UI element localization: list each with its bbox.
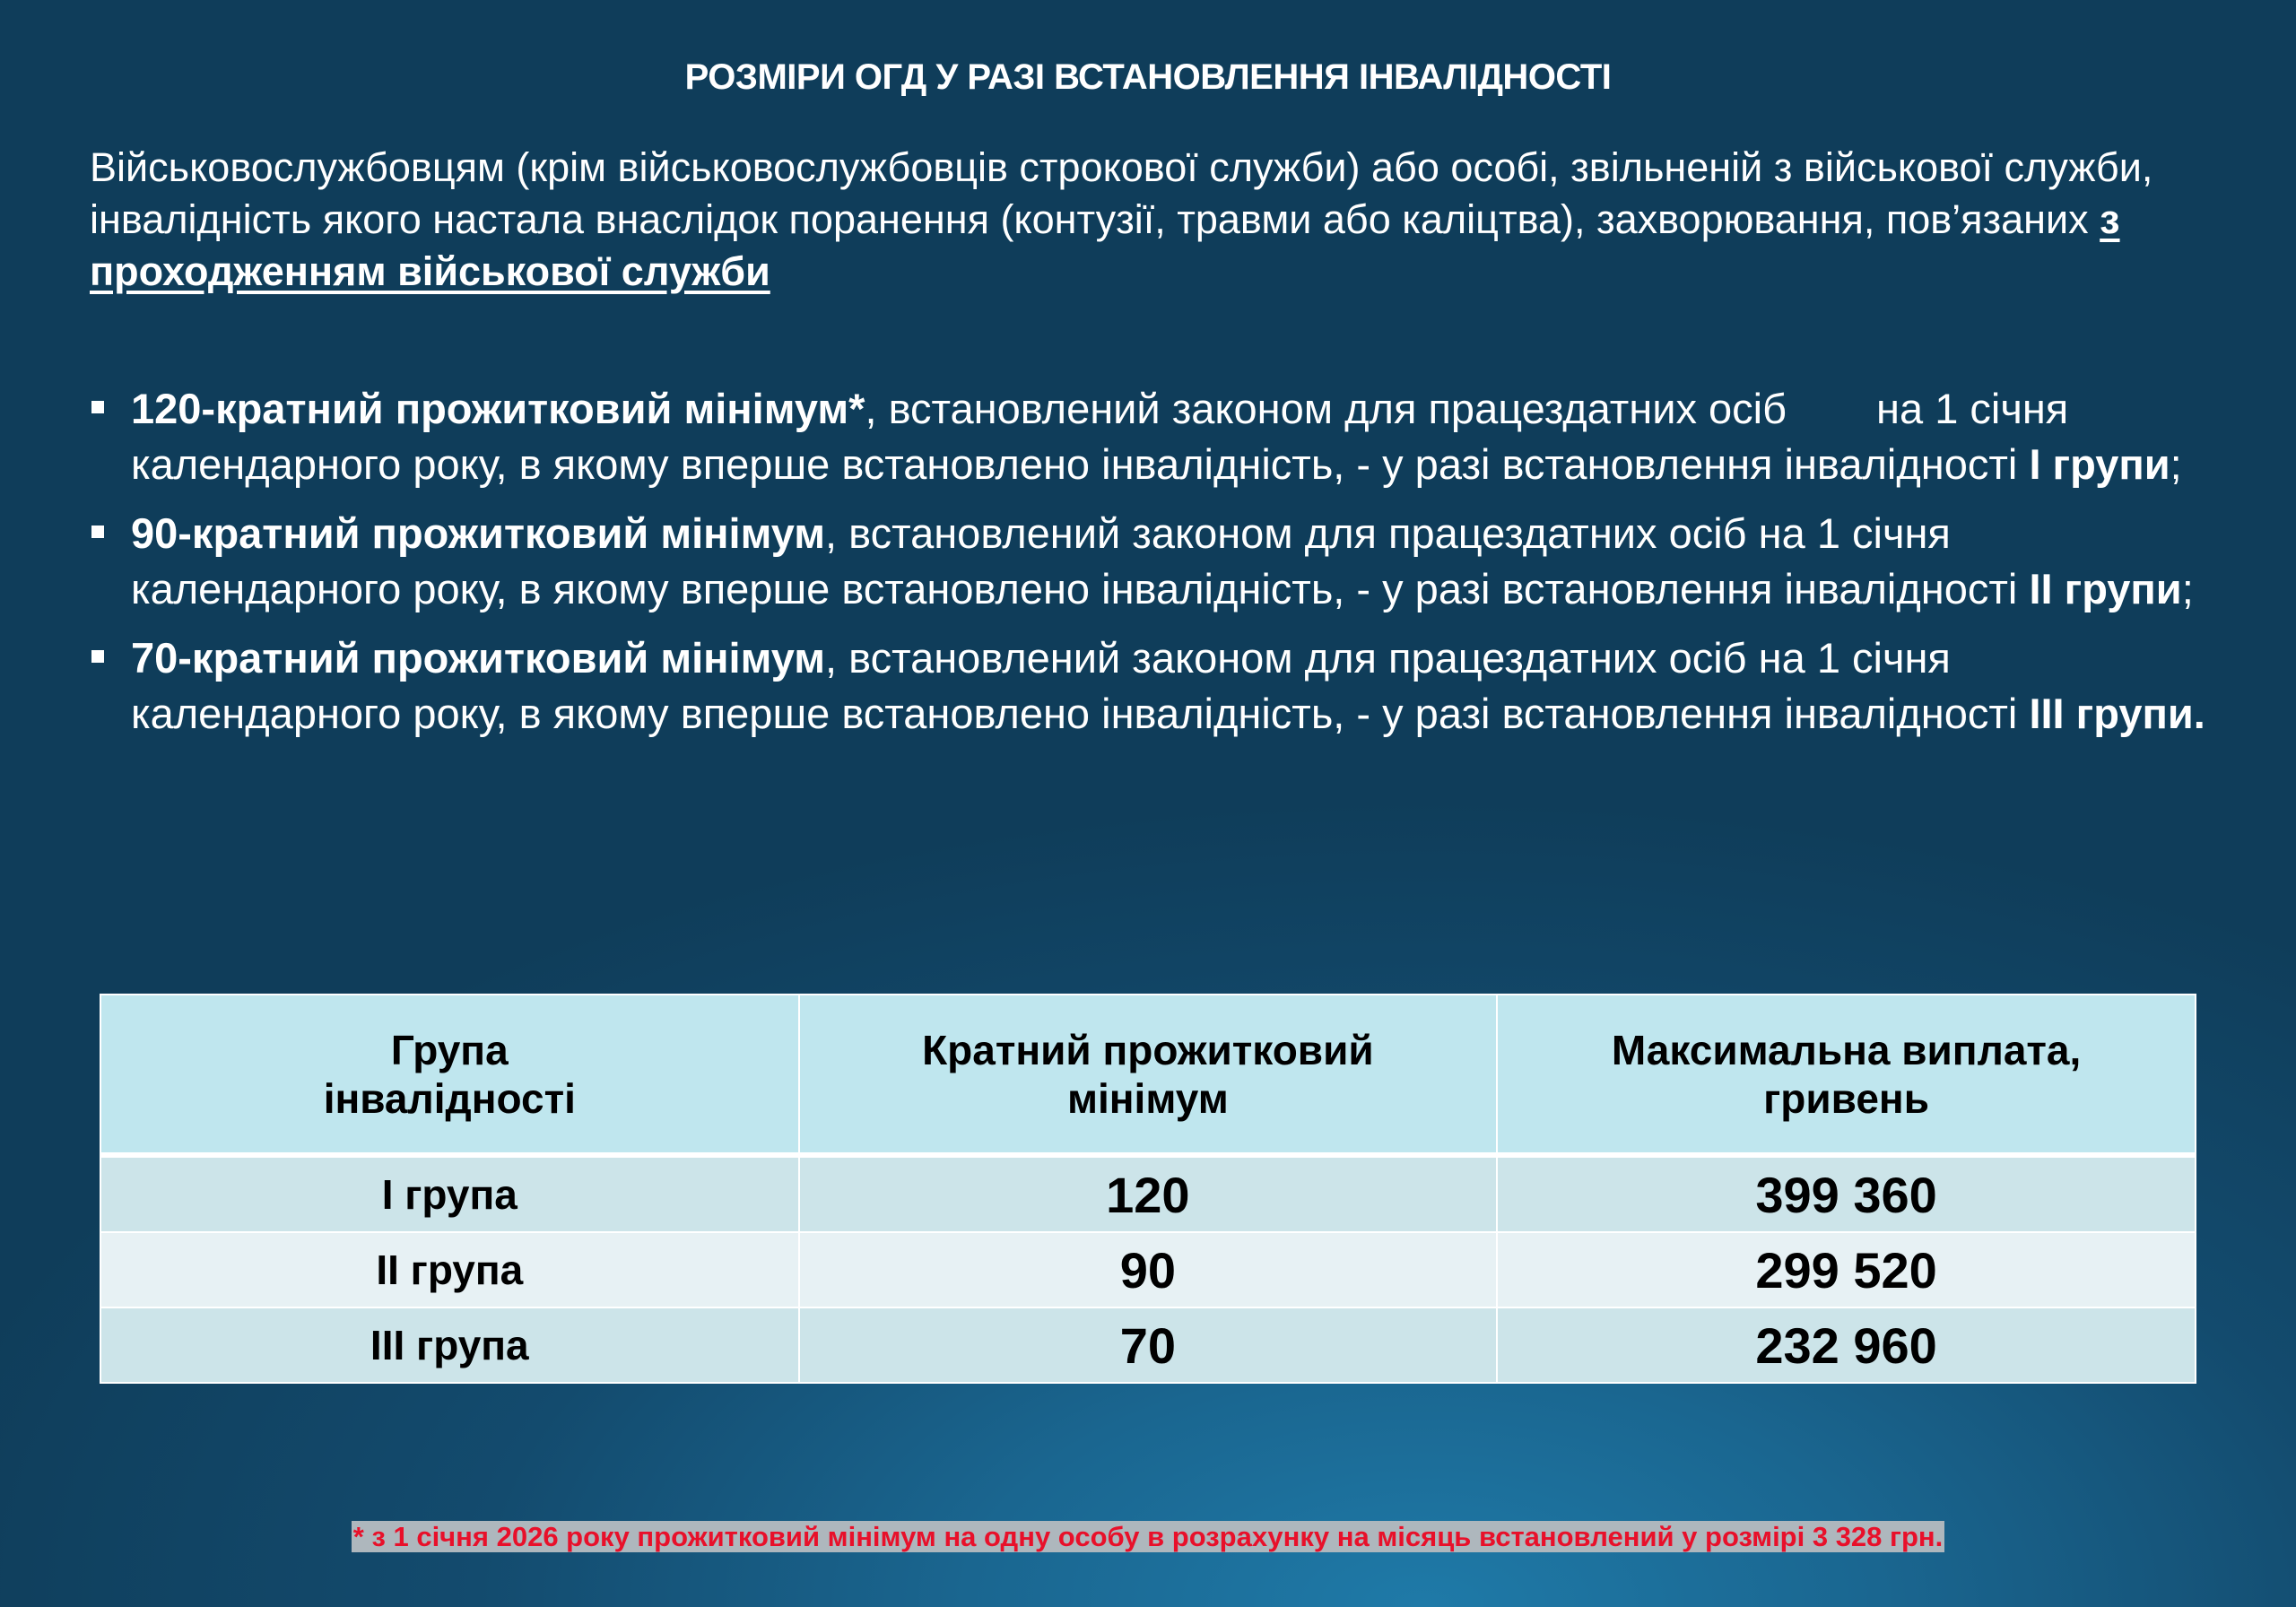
bullet-bold: 90-кратний прожитковий мінімум [131,509,826,557]
bullet-end: ; [2181,565,2194,612]
disability-payment-table [100,994,2196,1384]
intro-emphasis: з проходженням військової служби [90,196,2120,294]
bullet-item-group-3 [90,630,2206,742]
cell-max-payment: 299 520 [1497,1232,2196,1307]
cell-max-payment: 232 960 [1497,1307,2196,1383]
intro-paragraph [90,142,2242,298]
bullet-text: , встановлений законом для працездатних осіб на 1 січня календарного року, в якому вперше встановлено інвалідність, - у разі встановлення інвалідності [131,509,2030,612]
bullet-item-group-1 [90,381,2206,492]
table-row [100,1155,2196,1232]
footnote [0,1517,2296,1557]
bullet-marker-icon [91,401,104,413]
bullet-group: ІІ групи [2029,565,2182,612]
bullet-bold: 70-кратний прожитковий мінімум [131,634,826,682]
bullet-text: на 1 січня календарного року, в якому вперше встановлено інвалідність, - у разі встановлення інвалідності [131,385,2069,488]
bullet-bold: 120-кратний прожитковий мінімум* [131,385,865,432]
slide-title: РОЗМІРИ ОГД У РАЗІ ВСТАНОВЛЕННЯ ІНВАЛІДНОСТІ [684,57,1612,97]
table-row [100,1232,2196,1307]
cell-group: ІІІ група [100,1307,799,1383]
table-header-row [100,995,2196,1155]
cell-max-payment: 399 360 [1497,1155,2196,1232]
cell-group: І група [100,1155,799,1232]
cell-group: ІІ група [100,1232,799,1307]
bullet-text: , встановлений законом для працездатних осіб [865,385,1787,432]
bullet-list [90,381,2206,755]
header-group: Група інвалідності [100,995,799,1155]
cell-multiple: 120 [799,1155,1498,1232]
table-row [100,1307,2196,1383]
bullet-end: ; [2170,440,2182,488]
bullet-marker-icon [91,650,104,663]
bullet-item-group-2 [90,506,2206,617]
bullet-text: , встановлений законом для працездатних осіб на 1 січня календарного року, в якому вперше встановлено інвалідність, - у разі встановлення інвалідності [131,634,2030,737]
header-max-payment: Максимальна виплата, гривень [1497,995,2196,1155]
bullet-group: І групи [2029,440,2170,488]
bullet-marker-icon [91,526,104,538]
header-multiple: Кратний прожитковий мінімум [799,995,1498,1155]
intro-text: Військовослужбовцям (крім військовослужбовців строкової служби) або особі, звільненій з військової служби, інвалідність якого настала внаслідок поранення (контузії, травми або каліцтва), захворювання, пов’язаних [90,144,2153,242]
footnote-text: * з 1 січня 2026 року прожитковий мінімум на одну особу в розрахунку на місяць встановлений у розмірі 3 328 грн. [352,1521,1944,1552]
cell-multiple: 70 [799,1307,1498,1383]
cell-multiple: 90 [799,1232,1498,1307]
bullet-group: ІІІ групи. [2029,690,2205,737]
